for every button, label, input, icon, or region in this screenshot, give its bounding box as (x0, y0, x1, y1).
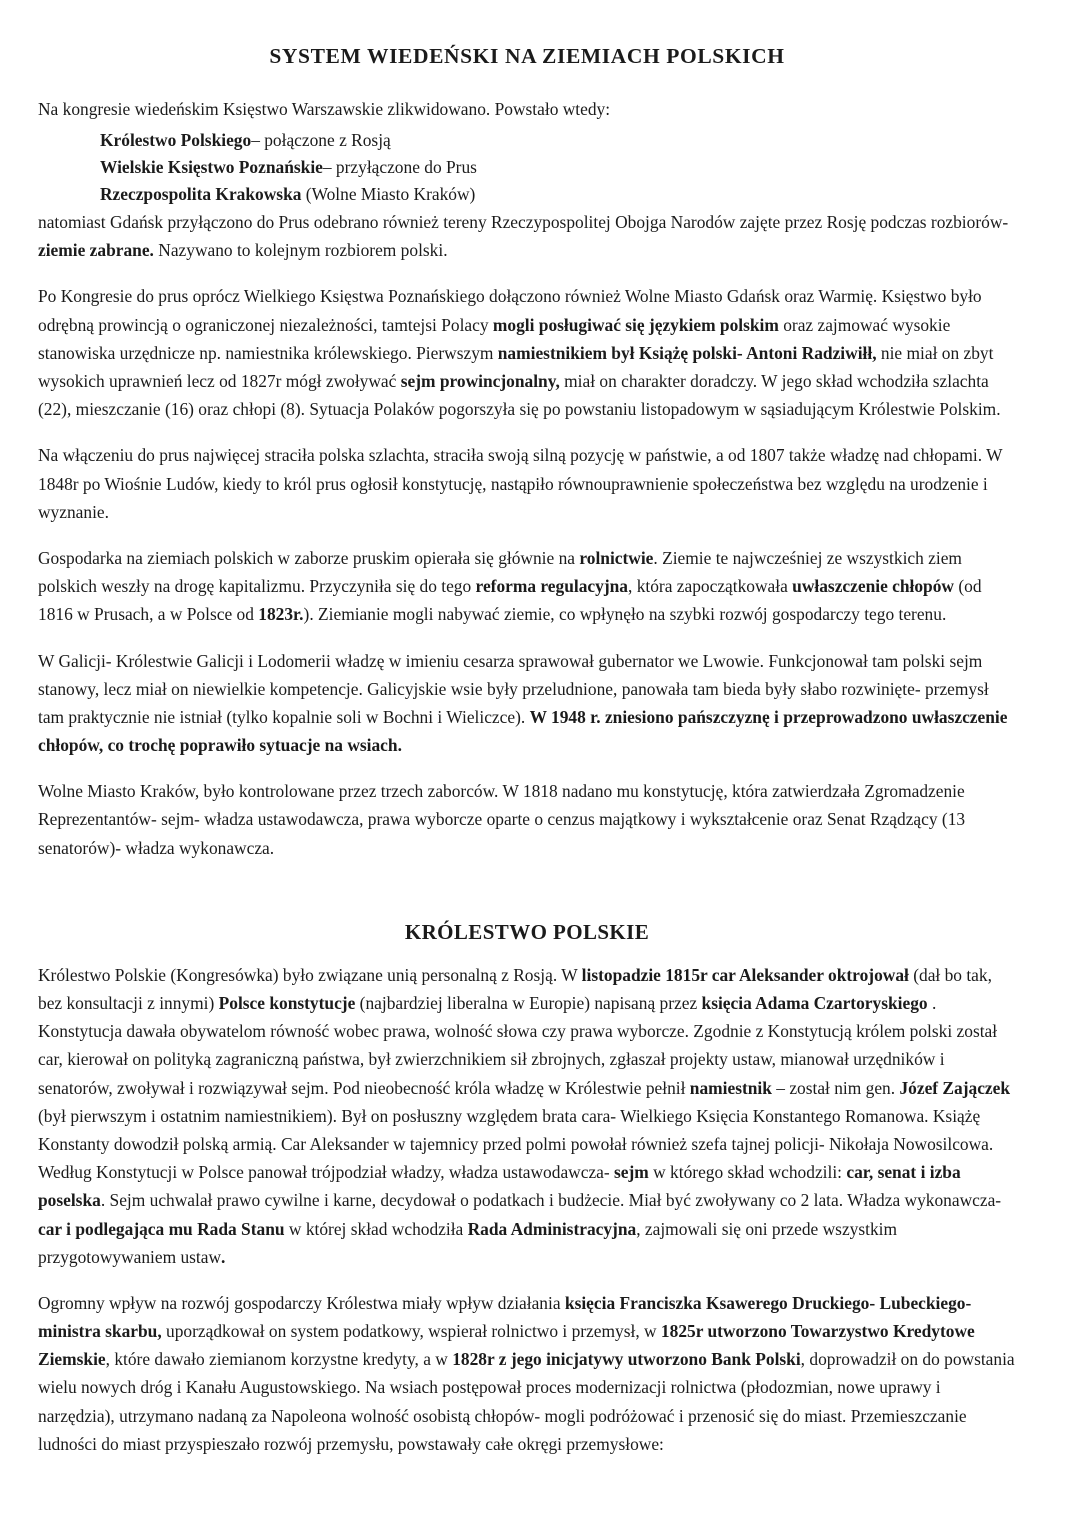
emphasis-text: sejm (614, 1162, 649, 1183)
page-title: SYSTEM WIEDEŃSKI NA ZIEMIACH POLSKICH (269, 44, 785, 68)
entity-detail: (Wolne Miasto Kraków) (301, 184, 476, 205)
body-text: Na włączeniu do prus najwięcej straciła polska szlachta, straciła swoją silną pozycję w państwie, a od 1807 także władzę nad chłopami. W 1848r po Wiośnie Ludów, kiedy to król prus ogłosił konstytucję, nastąpiło równouprawnienie społeczeństwa bez względu na urodzenie i wyznanie. (38, 445, 1003, 522)
body-text: , które dawało ziemianom korzystne kredyty, a w (105, 1349, 453, 1370)
intro-paragraph: Na kongresie wiedeńskim Księstwo Warszawskie zlikwidowano. Powstało wtedy: (38, 99, 611, 119)
body-text: . Konstytucja dawała obywatelom równość wobec prawa, wolność słowa czy prawa wyborcze. Zgodnie z Konstytucją królem polski został car, kierował on polityką zagraniczną państwa, był zwierzchnikiem sił zbrojnych, zgłaszał projekty ustaw, mianował urzędników i senatorów, zwoływał i rozwiązywał sejm. Pod nieobecność króla władzę w Królestwie pełnił (38, 993, 998, 1098)
emphasis-text: rolnictwie (579, 547, 654, 568)
body-text: Po Kongresie do prus oprócz Wielkiego Księstwa Poznańskiego dołączono również Wolne Miasto Gdańsk oraz Warmię. Księstwo było odrębną prowincją o ograniczonej niezależności, tamtejsi Polacy (38, 286, 982, 335)
body-text: (najbardziej liberalna w Europie) napisaną przez (355, 993, 702, 1014)
body-text: Gospodarka na ziemiach polskich w zaborze pruskim opierała się głównie na (38, 547, 580, 568)
list-item (100, 181, 1016, 208)
emphasis-text: księcia Franciszka Ksawerego Druckiego- Lubeckiego- ministra skarbu, (38, 1292, 972, 1342)
section2-paragraphs (38, 961, 1016, 1458)
body-text: (od 1816 w Prusach, a w Polsce od (38, 576, 982, 625)
body-text: , doprowadził on do powstania wielu nowych dróg i Kanału Augustowskiego. Na wsiach postępował proces modernizacji rolnictwa (płodozmian, nowe uprawy i narzędzia), utrzymano nadaną za Napoleona wolność osobistą chłopów- mogli podróżować i przenosić się do miast. Przemieszczanie ludności do miast przyspieszało rozwój przemysłu, powstawały całe okręgi przemysłowe: (38, 1349, 1015, 1454)
emphasis-text: listopadzie 1815r car Aleksander oktrojował (581, 964, 909, 985)
body-text: . Ziemie te najwcześniej ze wszystkich ziem polskich weszły na drogę kapitalizmu. Przyczyniła się do tego (38, 547, 962, 597)
emphasis-text: 1825r utworzono Towarzystwo Kredytowe Ziemskie (38, 1321, 975, 1370)
emphasis-text: 1828r z jego inicjatywy utworzono Bank Polski (452, 1349, 801, 1370)
emphasis-text: . (221, 1246, 226, 1267)
entities-list (38, 127, 1016, 208)
body-text: (był pierwszym i ostatnim namiestnikiem). Był on posłuszny względem brata cara- Wielkiego Księcia Konstantego Romanowa. Książę Konstanty dowodził polską armią. Car Aleksander w tajemnicy przed polmi powołał również szefa tajnej policji- Nikołaja Nowosilcowa. Według Konstytucji w Polsce panował trójpodział władzy, władza ustawodawcza- (38, 1105, 994, 1183)
body-text: nie miał on zbyt wysokich uprawnień lecz od 1827r mógł zwoływać (38, 342, 994, 392)
emphasis-text: namiestnik (689, 1077, 772, 1098)
body-text: Ogromny wpływ na rozwój gospodarczy Królestwa miały wpływ działania (38, 1292, 565, 1313)
emphasis-text: księcia Adama Czartoryskiego (701, 993, 928, 1014)
list-item (100, 154, 1016, 181)
after-list-bold: ziemie zabrane. (38, 240, 154, 261)
body-text: W Galicji- Królestwie Galicji i Lodomerii władzę w imieniu cesarza sprawował gubernator we Lwowie. Funkcjonował tam polski sejm stanowy, lecz miał on niewielkie kompetencje. Galicyjskie wsie były przeludnione, panowała tam bieda były słabo rozwinięte- przemysł tam praktycznie nie istniał (tylko kopalnie soli w Bochni i Wieliczce). (38, 650, 989, 727)
emphasis-text: namiestnikiem był Książę polski- Antoni Radziwiłł, (497, 342, 877, 363)
body-text: Królestwo Polskie (Kongresówka) było związane unią personalną z Rosją. W (38, 964, 582, 985)
section-title-krolestwo-polskie: KRÓLESTWO POLSKIE (404, 919, 650, 944)
after-list-part2: Nazywano to kolejnym rozbiorem polski. (153, 240, 448, 261)
body-text: – został nim gen. (771, 1077, 900, 1098)
body-text: Wolne Miasto Kraków, było kontrolowane przez trzech zaborców. W 1818 nadano mu konstytucję, która zatwierdzała Zgromadzenie Reprezentantów- sejm- władza ustawodawcza, prawa wyborcze oparte o cenzus majątkowy i wykształcenie oraz Senat Rządzący (13 senatorów)- władza wykonawcza. (38, 781, 966, 858)
body-text: w którego skład wchodzili: (648, 1162, 847, 1183)
emphasis-text: car, senat i izba poselska (38, 1162, 961, 1211)
entity-detail: – połączone z Rosją (251, 130, 391, 151)
paragraph-drucki-lubecki (38, 1289, 1016, 1458)
paragraph-krolestwo-kongresowka (38, 961, 1016, 1271)
emphasis-text: Rada Administracyjna (467, 1218, 637, 1239)
emphasis-text: Polsce konstytucje (218, 993, 356, 1014)
paragraph-gospodarka-zabor-pruski (38, 544, 1016, 629)
emphasis-text: Józef Zajączek (899, 1077, 1011, 1098)
paragraph-galicja (38, 647, 1016, 760)
body-text: uporządkował on system podatkowy, wspierał rolnictwo i przemysł, w (161, 1321, 661, 1342)
entity-name: Rzeczpospolita Krakowska (100, 184, 302, 205)
body-paragraphs (38, 282, 1016, 861)
body-text: oraz zajmować wysokie stanowiska urzędnicze np. namiestnika królewskiego. Pierwszym (38, 314, 951, 363)
entity-detail: – przyłączone do Prus (322, 157, 477, 178)
body-text: miał on charakter doradczy. W jego skład wchodziła szlachta (22), mieszczanie (16) oraz chłopi (8). Sytuacja Polaków pogorszyła się po powstaniu listopadowym w sąsiadującym Królestwie Polskim. (38, 371, 1001, 420)
body-text: ). Ziemianie mogli nabywać ziemie, co wpłynęło na szybki rozwój gospodarczy tego terenu. (303, 604, 947, 625)
paragraph-szlachta-chlopi (38, 441, 1016, 526)
emphasis-text: car i podlegająca mu Rada Stanu (38, 1218, 285, 1239)
paragraph-prusy-poznanskie (38, 282, 1016, 423)
emphasis-text: sejm prowincjonalny, (400, 371, 560, 392)
emphasis-text: uwłaszczenie chłopów (792, 576, 954, 597)
emphasis-text: mogli posługiwać się językiem polskim (492, 314, 779, 335)
body-text: , zajmowali się oni przede wszystkim przygotowywaniem ustaw (38, 1218, 898, 1267)
entity-name: Królestwo Polskiego (100, 130, 252, 151)
body-text: w której skład wchodziła (284, 1218, 468, 1239)
entity-name: Wielskie Księstwo Poznańskie (100, 157, 323, 178)
paragraph-wolne-miasto-krakow (38, 777, 1016, 862)
body-text: , która zapoczątkowała (628, 576, 793, 597)
emphasis-text: 1823r. (258, 604, 304, 625)
emphasis-text: reforma regulacyjna (475, 576, 628, 597)
after-list-paragraph (38, 208, 1016, 264)
body-text: . Sejm uchwalał prawo cywilne i karne, decydował o podatkach i budżecie. Miał być zwoływany co 2 lata. Władza wykonawcza- (100, 1190, 1002, 1211)
emphasis-text: W 1948 r. zniesiono pańszczyznę i przeprowadzono uwłaszczenie chłopów, co trochę poprawiło sytuacje na wsiach. (38, 706, 1008, 756)
after-list-part1: natomiast Gdańsk przyłączono do Prus odebrano również tereny Rzeczypospolitej Obojga Narodów zajęte przez Rosję podczas rozbiorów- (38, 212, 1009, 233)
body-text: (dał bo tak, bez konsultacji z innymi) (38, 964, 992, 1014)
list-item (100, 127, 1016, 154)
